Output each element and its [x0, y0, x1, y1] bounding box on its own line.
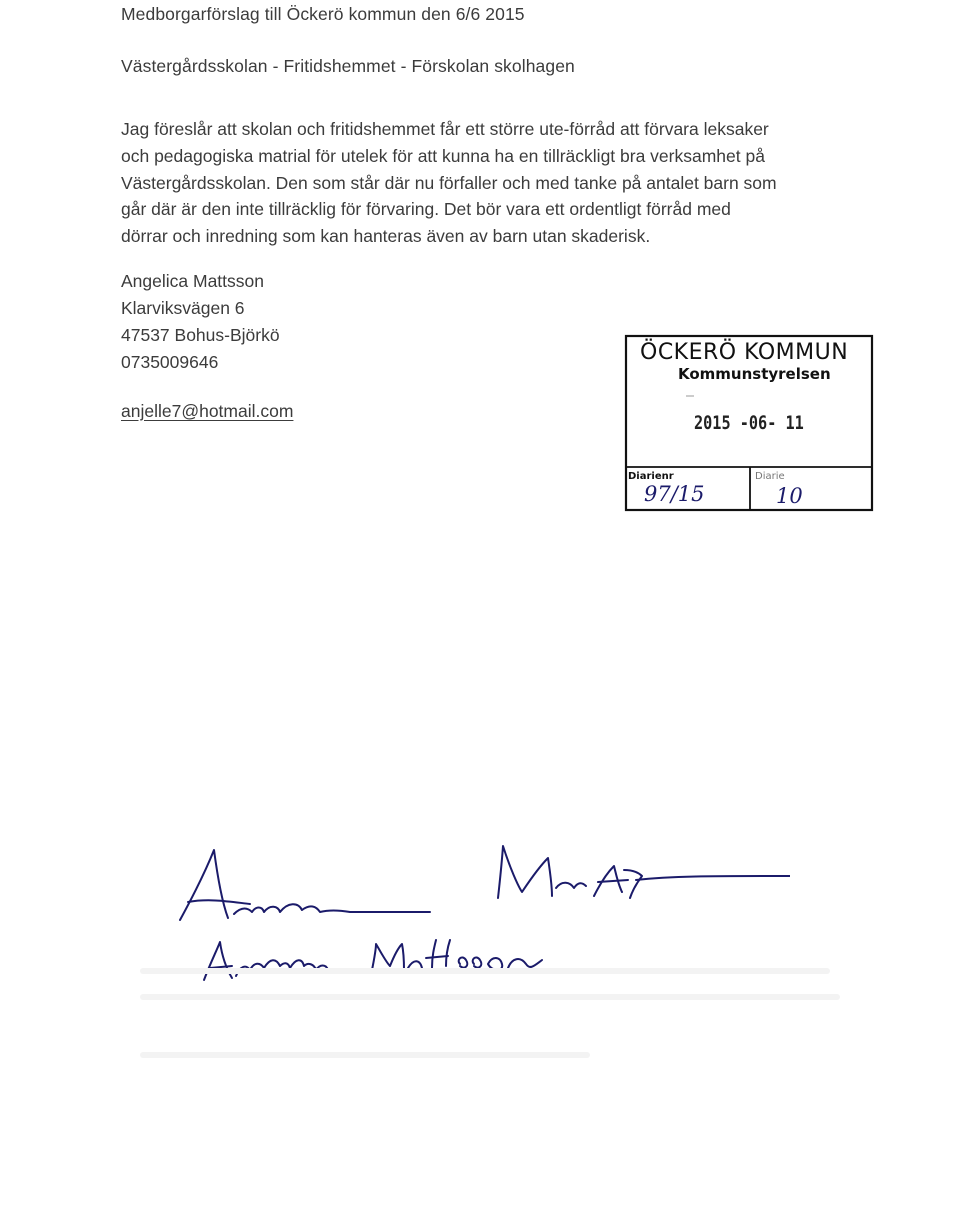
- letter-subject: Västergårdsskolan - Fritidshemmet - Förskolan skolhagen: [121, 56, 575, 76]
- sender-street: Klarviksvägen 6: [121, 298, 245, 318]
- sender-postal: 47537 Bohus-Björkö: [121, 325, 280, 345]
- letter-heading: Medborgarförslag till Öckerö kommun den 6/6 2015: [121, 4, 525, 24]
- body-line: och pedagogiska matrial för utelek för att kunna ha en tillräckligt bra verksamhet på: [121, 145, 765, 166]
- sender-address-block: [121, 268, 280, 376]
- scan-bleed-through: [140, 968, 830, 974]
- sender-name: Angelica Mattsson: [121, 271, 264, 291]
- body-line: går där är den inte tillräcklig för förvaring. Det bör vara ett ordentligt förråd med: [121, 199, 731, 220]
- stamp-organization: ÖCKERÖ KOMMUN: [640, 340, 849, 365]
- scan-bleed-through: [140, 1052, 590, 1058]
- sender-email-link[interactable]: anjelle7@hotmail.com: [121, 401, 294, 421]
- body-line: Jag föreslår att skolan och fritidshemmet får ett större ute-förråd att förvara leksaker: [121, 119, 769, 139]
- stamp-diarie-label: Diarie: [755, 471, 785, 482]
- stamp-diarienr-value: 97/15: [644, 482, 705, 506]
- stamp-date: 2015 -06- 11: [694, 412, 804, 434]
- letter-body: [121, 116, 861, 250]
- scan-bleed-through: [140, 994, 840, 1000]
- registration-stamp: [624, 334, 874, 512]
- stamp-unit: Kommunstyrelsen: [678, 365, 831, 383]
- stamp-diarie-value: 10: [776, 484, 803, 508]
- stamp-diarienr-label: Diarienr: [628, 471, 674, 482]
- body-line: Västergårdsskolan. Den som står där nu förfaller och med tanke på antalet barn som: [121, 172, 777, 193]
- body-line: dörrar och inredning som kan hanteras även av barn utan skaderisk.: [121, 226, 651, 247]
- sender-phone: 0735009646: [121, 352, 219, 372]
